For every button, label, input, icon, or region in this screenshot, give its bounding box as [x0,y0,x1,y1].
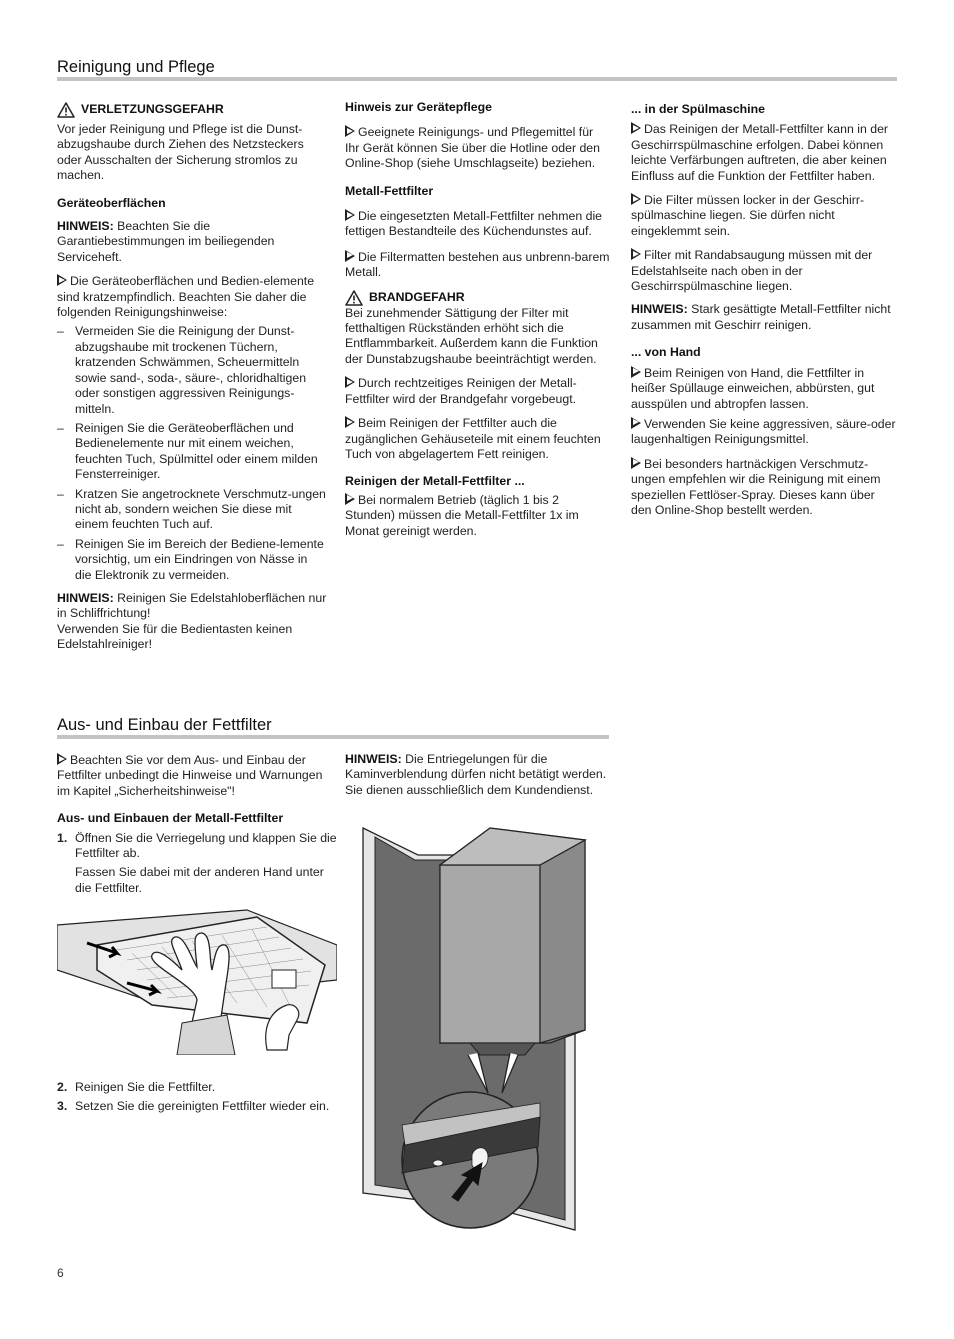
chimney-cover-illustration [360,825,592,1255]
dishwasher-instruction-1 [631,121,897,184]
arrow-right-icon [631,122,641,134]
hand-instruction-1 [631,365,897,412]
hinweis-text: Stark gesättigte Metall-Fettfilter nicht zusammen mit Geschirr reinigen. [631,302,891,332]
instruction-text: Beachten Sie vor dem Aus- und Einbau der Fettfilter unbedingt die Hinweise und Warnungen im Kapitel „Sicherheitshinweise"! [57,753,323,798]
dishwasher-heading: ... in der Spülmaschine [631,102,765,116]
step-number: 3. [57,1099,68,1114]
care-heading: Hinweis zur Gerätepflege [345,100,492,114]
instruction-text: Die Geräteoberflächen und Bedien-elemente sind kratzempfindlich. Beachten Sie daher die folgenden Reinigungshinweise: [57,274,315,320]
step-number: 2. [57,1080,68,1094]
list-item: – Vermeiden Sie die Reinigung der Dunst-abzugshaube mit trockenen Tüchern, kratzenden Schwämmen, Scheuermitteln sowie sand-, soda-, säure-, chloridhaltigen oder sonstigen aggressiven Reinigungs-mitteln. [57,324,327,416]
fire-warning-heading [345,290,610,306]
step-text: Setzen Sie die gereinigten Fettfilter wieder ein. [75,1099,330,1114]
care-instruction [345,124,610,171]
hinweis-text: Reinigen Sie Edelstahloberflächen nur in Schliffrichtung! [57,590,327,621]
metal-filter-instruction-2 [345,249,610,281]
filter-removal-illustration [57,905,337,1055]
instruction-text: Beim Reinigen der Fettfilter auch die zugänglichen Gehäuseteile mit einem feuchten Tuch von abgelagertem Fett reinigen. [345,416,601,461]
arrow-right-icon [631,248,641,260]
section-title-cleaning: Reinigung und Pflege [57,58,215,76]
hand-instruction-3 [631,456,897,519]
step-number: 1. [57,830,68,845]
arrow-right-icon [345,493,355,505]
removal-column-1 [57,752,337,900]
hinweis-warranty [57,219,327,265]
list-item: – Reinigen Sie im Bereich der Bediene-lemente vorsichtig, um ein Eindringen von Nässe in die Elektronik zu vermeiden. [57,537,327,583]
removal-sub-heading: Aus- und Einbauen der Metall-Fettfilter [57,811,284,826]
instruction-text: Die eingesetzten Metall-Fettfilter nehmen die fettigen Bestandteile des Küchendunstes auf. [345,209,603,239]
arrow-right-icon [631,366,641,378]
arrow-right-icon [631,193,641,205]
clean-filter-heading: Reinigen der Metall-Fettfilter ... [345,474,525,489]
arrow-right-icon [345,376,355,388]
instruction-text: Geeignete Reinigungs- und Pflegemittel für Ihr Gerät können Sie über die Hotline oder den Online-Shop (siehe Umschlagseite) beziehen. [345,125,600,171]
step-item [57,1080,337,1095]
removal-steps-list-continued [57,1080,337,1115]
cleaning-tips-list [57,324,327,583]
instruction-text: Bei normalem Betrieb (täglich 1 bis 2 Stunden) müssen die Metall-Fettfilter 1x im Monat gereinigt werden. [345,492,579,538]
removal-intro-instruction [57,752,337,799]
removal-column-2 [345,752,610,806]
step-text: Öffnen Sie die Verriegelung und klappen Sie die Fettfilter ab. [75,830,337,861]
fire-warning-text: Bei zunehmender Sättigung der Filter mit fetthaltigen Rückständen erhöht sich die Entflammbarkeit. Außerdem kann die Funktion der Dunstabzugshaube beeinträchtigt werden. [345,305,598,366]
clean-filter-instruction [345,492,610,539]
step-item [57,1099,337,1114]
instruction-text: Die Filtermatten bestehen aus unbrenn-barem Metall. [345,249,610,280]
instruction-text: Die Filter müssen locker in der Geschirr-spülmaschine liegen. Sie dürfen nicht eingeklemmt sein. [631,193,865,238]
arrow-right-icon [345,416,355,428]
instruction-scratch [57,273,327,320]
hinweis-label: HINWEIS: [57,219,114,234]
by-hand-heading: ... von Hand [631,345,701,360]
injury-warning-heading [57,102,327,118]
hinweis-label: HINWEIS: [631,302,688,317]
arrow-right-icon [631,457,641,469]
fire-instruction-2 [345,415,610,462]
arrow-right-icon [345,250,355,262]
arrow-right-icon [631,417,641,429]
step-item [57,831,337,897]
warning-triangle-icon [57,102,75,118]
list-item: – Kratzen Sie angetrocknete Verschmutz-ungen nicht ab, sondern weichen Sie diese mit einem feuchten Tuch auf. [57,487,327,533]
instruction-text: Durch rechtzeitiges Reinigen der Metall-Fettfilter wird der Brandgefahr vorgebeugt. [345,376,577,406]
hinweis-steel-2: Verwenden Sie für die Bedientasten keinen Edelstahlreiniger! [57,621,293,652]
warning-label: VERLETZUNGSGEFAHR [81,102,224,117]
warning-label: BRANDGEFAHR [369,289,465,304]
hinweis-chimney [345,752,610,798]
section-rule [57,735,609,739]
instruction-text: Das Reinigen der Metall-Fettfilter kann in der Geschirrspülmaschine erfolgen. Dabei können leichte Verfärbungen auftreten, die aber keinen Einfluss auf die Funktion der Fettfilter haben. [631,122,888,183]
hand-instruction-2 [631,416,897,448]
removal-steps-list [57,831,337,897]
page-number: 6 [57,1266,64,1280]
arrow-right-icon [345,209,355,221]
removal-column-1-steps [57,1080,337,1119]
instruction-text: Beim Reinigen von Hand, die Fettfilter in heißer Spüllauge einweichen, abbürsten, gut ausspülen und abtropfen lassen. [631,365,875,411]
surfaces-heading: Geräteoberflächen [57,195,166,210]
instruction-text: Verwenden Sie keine aggressiven, säure-oder laugenhaltigen Reinigungsmittel. [631,416,896,447]
instruction-text: Filter mit Randabsaugung müssen mit der Edelstahlseite nach oben in der Geschirrspülmaschine liegen. [631,248,873,294]
hinweis-label: HINWEIS: [57,590,114,605]
metal-filter-heading: Metall-Fettfilter [345,183,434,198]
section-rule [57,77,897,81]
arrow-right-icon [345,125,355,137]
instruction-text: Bei besonders hartnäckigen Verschmutz-ungen empfehlen wir die Reinigung mit einem speziellen Fettlöser-Spray. Dieses kann über den Online-Shop bestellt werden. [631,456,881,517]
dishwasher-instruction-2 [631,192,897,239]
metal-filter-instruction-1 [345,208,610,240]
hinweis-label: HINWEIS: [345,752,402,766]
step-extra-text: Fassen Sie dabei mit der anderen Hand unter die Fettfilter. [75,865,324,895]
cleaning-column-3 [631,102,897,526]
fire-instruction-1 [345,375,610,407]
cleaning-column-1 [57,102,327,661]
cleaning-column-2 [345,100,610,547]
list-item: – Reinigen Sie die Geräteoberflächen und Bedienelemente nur mit einem weichen, feuchten Tuch, Spülmittel oder einem milden Fensterreiniger. [57,421,327,483]
arrow-right-icon [57,274,67,286]
hinweis-steel [57,591,327,622]
warning-text: Vor jeder Reinigung und Pflege ist die Dunst-abzugshaube durch Ziehen des Netzsteckers oder Ausschalten der Sicherung stromlos zu machen. [57,122,304,183]
section-title-filter-removal: Aus- und Einbau der Fettfilter [57,716,272,734]
warning-triangle-icon [345,290,363,306]
step-text: Reinigen Sie die Fettfilter. [75,1080,216,1094]
hinweis-text: Beachten Sie die Garantiebestimmungen im beiliegenden Serviceheft. [57,219,275,264]
hinweis-text: Die Entriegelungen für die Kaminverblendung dürfen nicht betätigt werden. Sie dienen ausschließlich dem Kundendienst. [345,752,607,797]
arrow-right-icon [57,753,67,765]
dishwasher-instruction-3 [631,247,897,294]
hinweis-saturated [631,302,897,333]
